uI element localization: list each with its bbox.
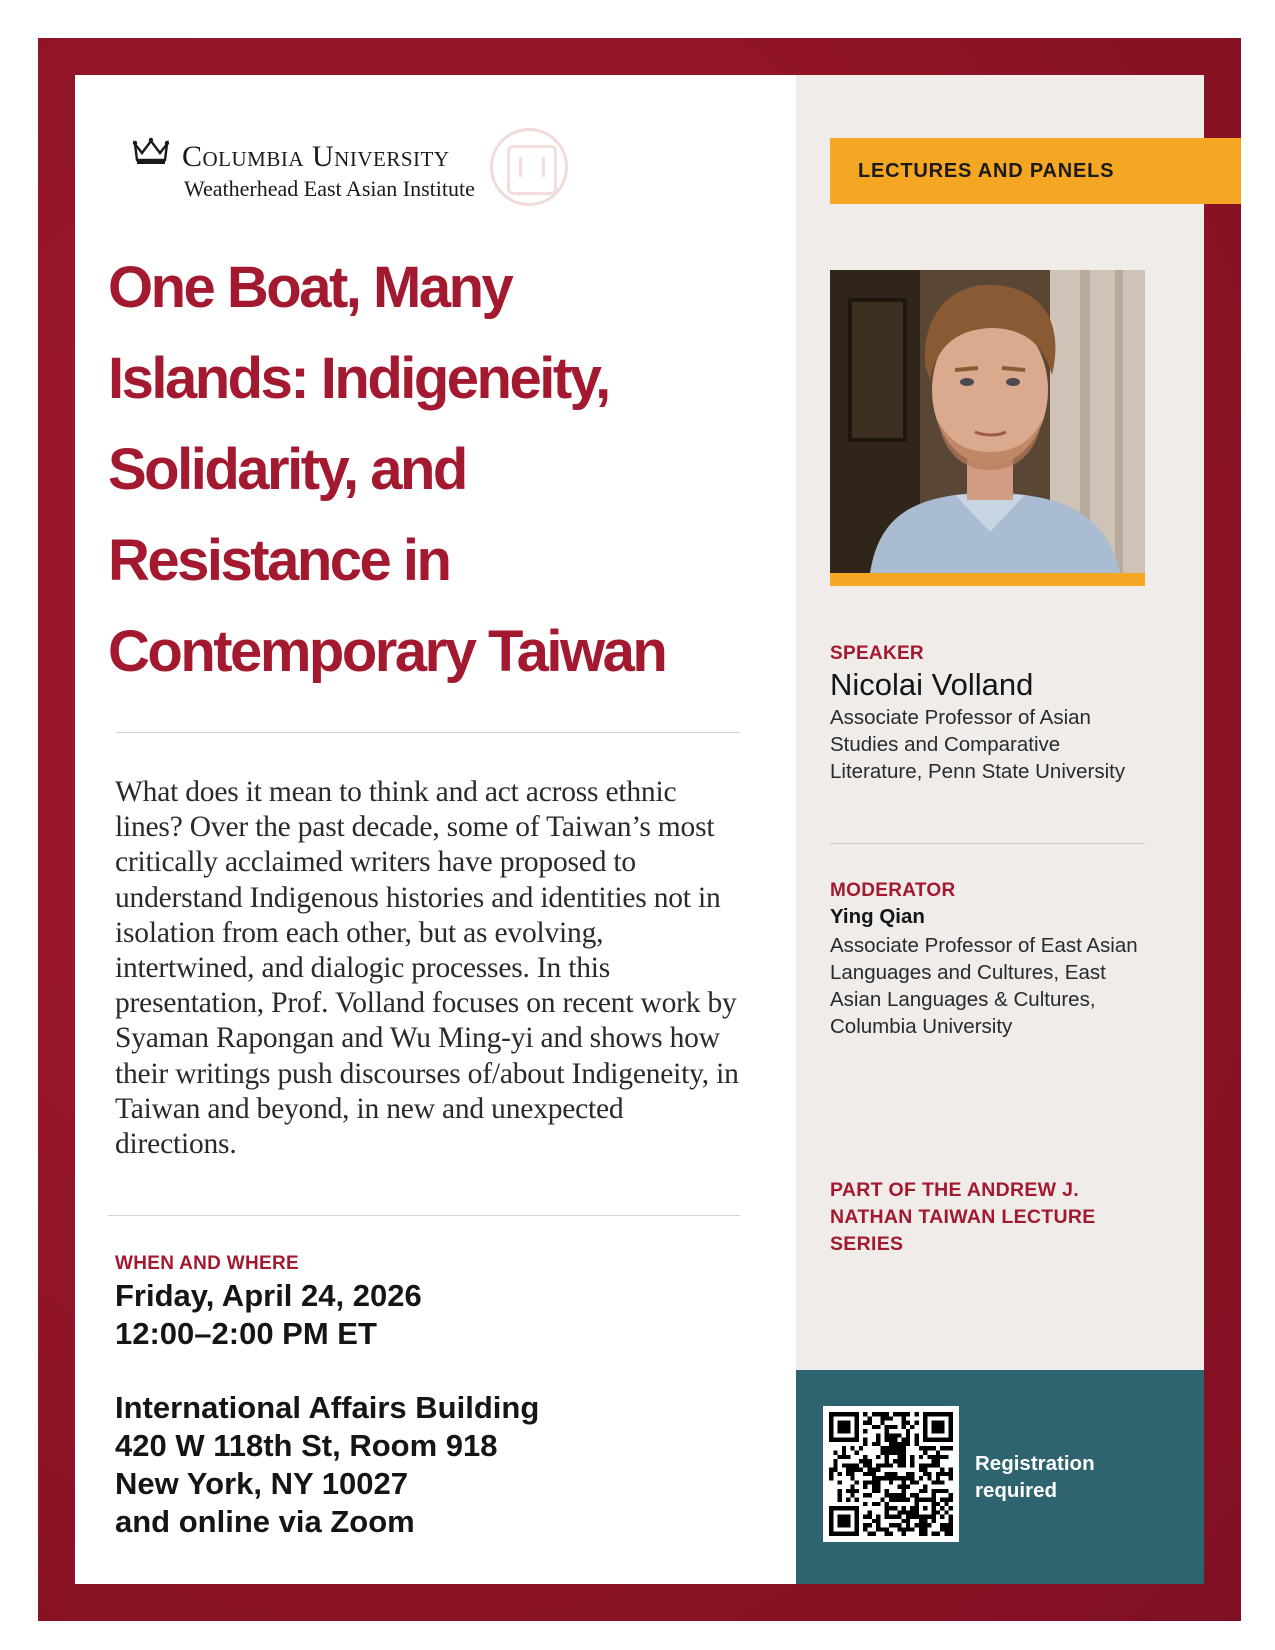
- qr-code-pattern: [829, 1412, 953, 1536]
- seal-icon: [490, 128, 568, 206]
- qr-code-icon[interactable]: [823, 1406, 959, 1542]
- speaker-label: SPEAKER: [830, 643, 924, 664]
- title-line: Resistance in: [108, 528, 450, 593]
- university-name: Columbia University: [182, 140, 450, 173]
- speaker-portrait-illustration: [830, 270, 1145, 573]
- moderator-affiliation: Associate Professor of East Asian Languages and Cultures, East Asian Languages & Cultures, Columbia University: [830, 934, 1138, 1038]
- title-line: Solidarity, and: [108, 437, 466, 502]
- speaker-photo: [830, 270, 1145, 573]
- lecture-series-label: PART OF THE ANDREW J. NATHAN TAIWAN LECTURE SERIES: [830, 1179, 1096, 1255]
- event-description: What does it mean to think and act across ethnic lines? Over the past decade, some of Taiwan’s most critically acclaimed writers have proposed to understand Indigenous histories and identities not in isolation from each other, but as evolving, intertwined, and dialogic processes. In this presentation, Prof. Volland focuses on recent work by Syaman Rapongan and Wu Ming-yi and shows how their writings push discourses of/about Indigeneity, in Taiwan and beyond, in new and unexpected directions.: [115, 776, 739, 1161]
- venue-line: International Affairs Building: [115, 1390, 540, 1425]
- when-where-label: WHEN AND WHERE: [115, 1253, 299, 1274]
- venue-line: 420 W 118th St, Room 918: [115, 1428, 498, 1463]
- venue-line: New York, NY 10027: [115, 1466, 408, 1501]
- event-time: 12:00–2:00 PM ET: [115, 1316, 377, 1351]
- divider: [108, 1215, 740, 1216]
- category-banner: [830, 138, 1241, 204]
- title-line: One Boat, Many: [108, 255, 512, 320]
- divider: [830, 843, 1145, 844]
- speaker-affiliation: Associate Professor of Asian Studies and Comparative Literature, Penn State University: [830, 706, 1126, 783]
- category-label: LECTURES AND PANELS: [858, 159, 1115, 182]
- venue-line: and online via Zoom: [115, 1504, 415, 1539]
- event-date: Friday, April 24, 2026: [115, 1278, 422, 1313]
- speaker-name: Nicolai Volland: [830, 667, 1034, 702]
- title-line: Contemporary Taiwan: [108, 619, 666, 684]
- moderator-name: Ying Qian: [830, 905, 925, 928]
- event-title: [108, 242, 788, 697]
- institute-name: Weatherhead East Asian Institute: [184, 176, 475, 201]
- title-line: Islands: Indigeneity,: [108, 346, 609, 411]
- crown-icon: [132, 136, 170, 166]
- registration-note: Registration required: [975, 1452, 1095, 1502]
- photo-accent-bar: [830, 573, 1145, 586]
- divider: [115, 732, 740, 733]
- moderator-label: MODERATOR: [830, 880, 956, 901]
